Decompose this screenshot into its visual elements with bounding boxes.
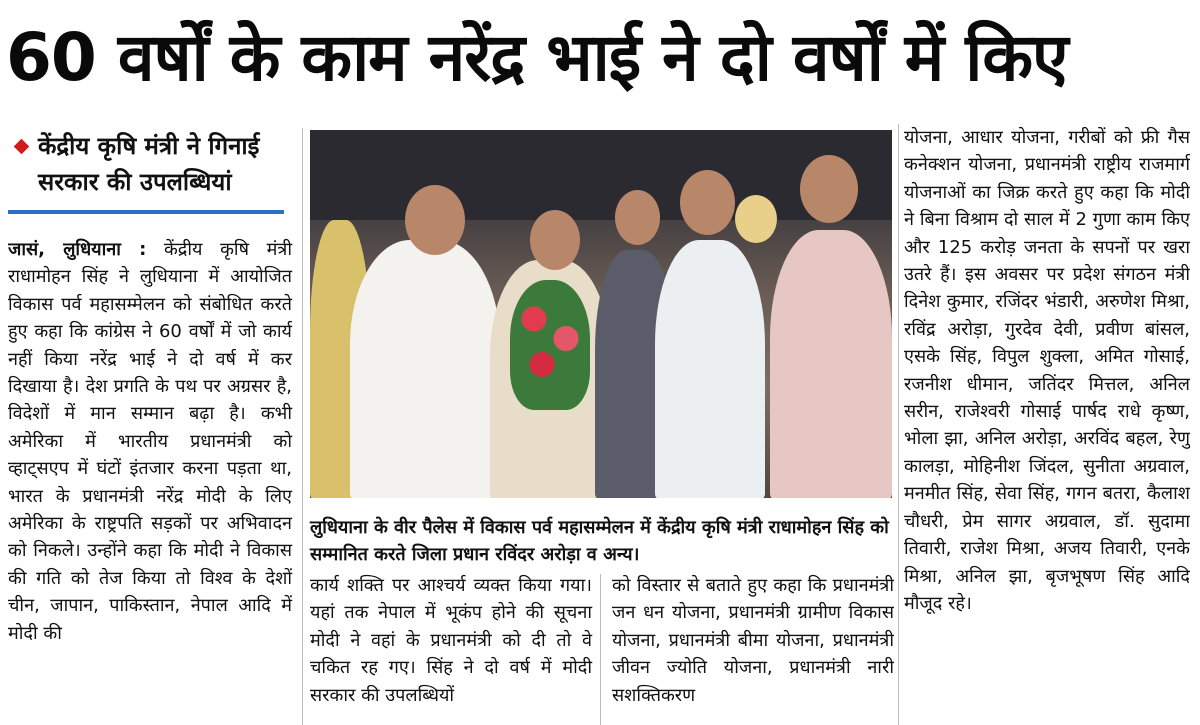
article-text-right: योजना, आधार योजना, गरीबों को फ्री गैस कनेक्शन योजना, प्रधानमंत्री राष्ट्रीय राजमार्ग योजनाओं का जिक्र करते हुए कहा कि मोदी ने बिना विश्राम दो साल में 2 गुणा काम किए और 125 करोड़ जनता के सपनों पर खरा उतरे हैं। इस अवसर पर प्रदेश संगठन मंत्री दिनेश कुमार, रजिंदर भंडारी, अरुणेश मिश्रा, रविंद्र अरोड़ा, गुरदेव देवी, प्रवीण बांसल, एसके सिंह, विपुल शुक्ला, अमित गोसाई, रजनीश धीमान, जतिंदर मित्तल, अनिल सरीन, राजेश्वरी गोसाई पार्षद राधे कृष्ण, भोला झा, अनिल अरोड़ा, अरविंद बहल, रेणु कालड़ा, मोहिनीश जिंदल, सुनीता अग्रवाल, मनमीत सिंह, सेवा सिंह, गगन बतरा, कैलाश चौधरी, प्रेम सागर अग्रवाल, डॉ. सुदामा तिवारी, राजेश मिश्रा, अजय तिवारी, एनके मिश्रा, अनिल झा, बृजभूषण सिंह आदि मौजूद रहे। (904, 127, 1190, 614)
article-text-left: केंद्रीय कृषि मंत्री राधामोहन सिंह ने लुधियाना में आयोजित विकास पर्व महासम्मेलन को संबोधित करते हुए कहा कि कांग्रेस ने 60 वर्षों में जो कार्य नहीं किया नरेंद्र भाई ने दो वर्ष में कर दिखाया है। देश प्रगति के पथ पर अग्रसर है, विदेशों में मान सम्मान बढ़ा है। कभी अमेरिका में भारतीय प्रधानमंत्री को व्हाट्सएप में घंटों इंतजार करना पड़ता था, भारत के प्रधानमंत्री नरेंद्र मोदी के लिए अमेरिका के राष्ट्रपति सड़कों पर अभिवादन को निकले। उन्होंने कहा कि मोदी ने विकास की गति को तेज किया तो विश्व के देशों चीन, जापान, पाकिस्तान, नेपाल आदि में मोदी की (8, 239, 292, 644)
article-text-middle-1: कार्य शक्ति पर आश्चर्य व्यक्त किया गया। यहां तक नेपाल में भूकंप होने की सूचना मोदी ने वहां के प्रधानमंत्री को दी तो वे चकित रह गए। सिंह ने दो वर्ष में मोदी सरकार की उपलब्धियों (310, 575, 592, 706)
column-divider (600, 574, 601, 725)
photo-person-head (800, 155, 858, 223)
middle-columns (310, 572, 894, 725)
headline: 60 वर्षों के काम नरेंद्र भाई ने दो वर्षों में किए (6, 19, 1068, 96)
column-divider (898, 124, 899, 725)
photo-person-head (680, 170, 735, 235)
dateline: जासं, लुधियाना : (8, 239, 147, 260)
subheadline: केंद्रीय कृषि मंत्री ने गिनाई सरकार की उपलब्धियां (38, 132, 260, 196)
photo-person (350, 240, 500, 498)
news-photo (310, 130, 892, 498)
left-column (8, 128, 300, 725)
bouquet (510, 280, 590, 410)
photo-person-head (530, 210, 580, 270)
photo-person (655, 240, 765, 498)
red-diamond-bullet-icon (14, 139, 30, 155)
section-divider (8, 210, 284, 214)
photo-turban (735, 195, 777, 243)
article-text-middle-2: को विस्तार से बताते हुए कहा कि प्रधानमंत्री जन धन योजना, प्रधानमंत्री ग्रामीण विकास योजना, प्रधानमंत्री बीमा योजना, प्रधानमंत्री जीवन ज्योति योजना, प्रधानमंत्री नारी सशक्तिकरण (612, 575, 894, 706)
subheadline-block (8, 128, 300, 202)
photo-person-head (405, 185, 465, 255)
column-divider (302, 128, 303, 725)
photo-person (770, 230, 892, 498)
photo-person-head (615, 190, 660, 245)
photo-caption: लुधियाना के वीर पैलेस में विकास पर्व महासम्मेलन में केंद्रीय कृषि मंत्री राधामोहन सिंह को सम्मानित करते जिला प्रधान रविंदर अरोड़ा व अन्य। (310, 517, 889, 565)
article-body-left (8, 236, 292, 647)
